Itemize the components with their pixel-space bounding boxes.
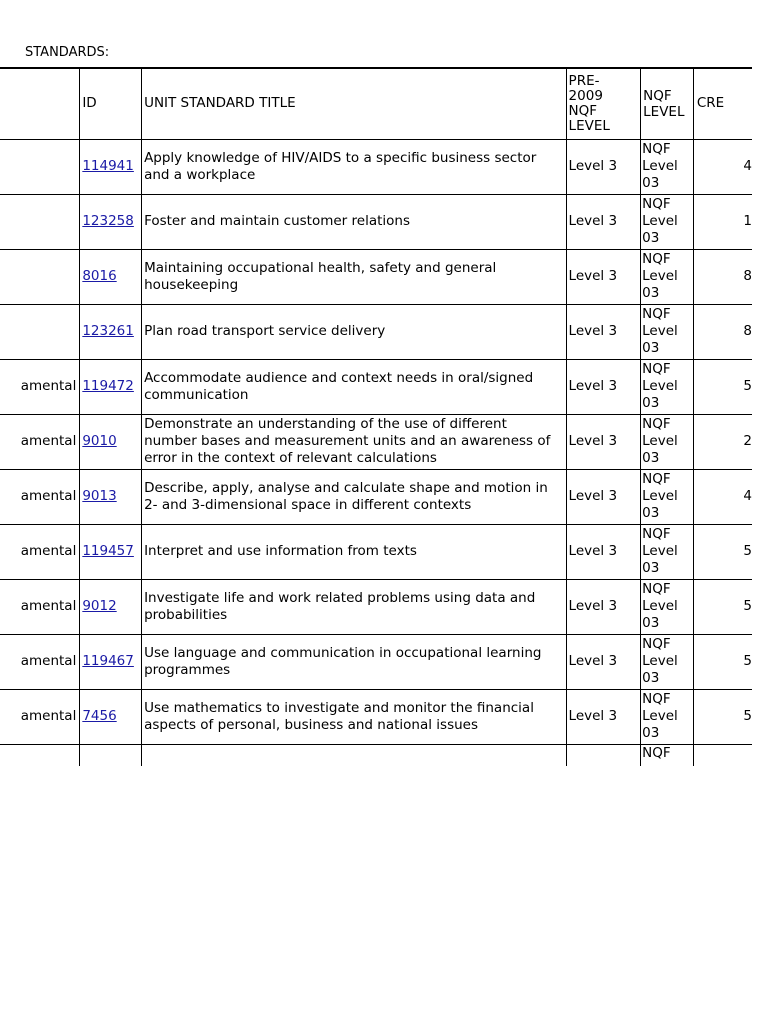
unit-standard-id-link[interactable]: 119457 [82,543,134,559]
unit-standard-id-link[interactable]: 8016 [82,268,117,284]
cell-credits: 5 [693,634,752,689]
unit-standards-table [0,67,752,766]
header-pre2009-level: PRE- 2009 NQF LEVEL [566,68,641,139]
unit-standard-id-link[interactable]: 7456 [82,708,117,724]
cell-id [80,744,142,766]
cell-credits: 5 [693,524,752,579]
cell-nqf-level: NQF Level 03 [641,194,694,249]
cell-type [0,194,80,249]
table-row [0,359,752,414]
cell-id [80,249,142,304]
cell-pre2009-level: Level 3 [566,194,641,249]
cell-id [80,139,142,194]
cell-pre2009-level [566,744,641,766]
header-id: ID [80,68,142,139]
cell-credits: 2 [693,414,752,469]
cell-pre2009-level: Level 3 [566,139,641,194]
header-nqf-level: NQF LEVEL [641,68,694,139]
cell-title: Plan road transport service delivery [142,304,566,359]
cell-type [0,744,80,766]
cell-credits: 8 [693,304,752,359]
cell-nqf-level: NQF Level 03 [641,139,694,194]
cell-id [80,359,142,414]
table-row [0,579,752,634]
unit-standard-id-link[interactable]: 119472 [82,378,134,394]
table-row [0,634,752,689]
cell-title: Maintaining occupational health, safety and general housekeeping [142,249,566,304]
cell-type: amental [0,689,80,744]
cell-type: amental [0,414,80,469]
cell-title: Describe, apply, analyse and calculate shape and motion in 2- and 3-dimensional space in different contexts [142,469,566,524]
table-row [0,304,752,359]
cell-pre2009-level: Level 3 [566,359,641,414]
cell-pre2009-level: Level 3 [566,524,641,579]
cell-type: amental [0,634,80,689]
cell-pre2009-level: Level 3 [566,304,641,359]
cell-title: Use mathematics to investigate and monitor the financial aspects of personal, business and national issues [142,689,566,744]
cell-pre2009-level: Level 3 [566,579,641,634]
unit-standard-id-link[interactable]: 123258 [82,213,134,229]
cell-credits: 1 [693,194,752,249]
cell-pre2009-level: Level 3 [566,249,641,304]
cell-nqf-level: NQF Level 03 [641,689,694,744]
unit-standard-id-link[interactable]: 9012 [82,598,117,614]
cell-type: amental [0,524,80,579]
cell-title: Interpret and use information from texts [142,524,566,579]
cell-type: amental [0,579,80,634]
cell-nqf-level: NQF Level 03 [641,469,694,524]
cell-title [142,744,566,766]
unit-standard-id-link[interactable]: 114941 [82,158,134,174]
cell-credits: 5 [693,359,752,414]
cell-title: Foster and maintain customer relations [142,194,566,249]
cell-type: amental [0,359,80,414]
table-row [0,689,752,744]
unit-standard-id-link[interactable]: 9013 [82,488,117,504]
unit-standard-id-link[interactable]: 9010 [82,433,117,449]
header-title: UNIT STANDARD TITLE [142,68,566,139]
cell-nqf-level: NQF Level 03 [641,579,694,634]
cell-id [80,634,142,689]
cell-credits [693,744,752,766]
cell-credits: 5 [693,689,752,744]
cell-type [0,249,80,304]
table-header-row [0,68,752,139]
cell-pre2009-level: Level 3 [566,469,641,524]
cell-id [80,524,142,579]
table-row [0,744,752,766]
table-row [0,139,752,194]
cell-id [80,304,142,359]
cell-title: Accommodate audience and context needs in oral/signed communication [142,359,566,414]
cell-id [80,414,142,469]
cell-title: Demonstrate an understanding of the use of different number bases and measurement units and an awareness of error in the context of relevant calculations [142,414,566,469]
cell-pre2009-level: Level 3 [566,634,641,689]
cell-credits: 5 [693,579,752,634]
cell-pre2009-level: Level 3 [566,414,641,469]
unit-standard-id-link[interactable]: 123261 [82,323,134,339]
cell-credits: 4 [693,469,752,524]
cell-nqf-level: NQF Level 03 [641,304,694,359]
cell-nqf-level: NQF Level 03 [641,249,694,304]
table-row [0,414,752,469]
cell-type: amental [0,469,80,524]
table-row [0,194,752,249]
cell-credits: 8 [693,249,752,304]
header-credits: CRE [693,68,752,139]
table-row [0,469,752,524]
table-row [0,524,752,579]
cell-id [80,689,142,744]
cell-nqf-level: NQF Level 03 [641,524,694,579]
cell-nqf-level: NQF Level 03 [641,414,694,469]
cell-id [80,194,142,249]
cell-id [80,579,142,634]
cell-type [0,304,80,359]
cell-pre2009-level: Level 3 [566,689,641,744]
section-heading: STANDARDS: [25,45,110,60]
header-type [0,68,80,139]
cell-id [80,469,142,524]
cell-title: Investigate life and work related problems using data and probabilities [142,579,566,634]
cell-credits: 4 [693,139,752,194]
cell-title: Apply knowledge of HIV/AIDS to a specific business sector and a workplace [142,139,566,194]
unit-standard-id-link[interactable]: 119467 [82,653,134,669]
table-row [0,249,752,304]
cell-title: Use language and communication in occupational learning programmes [142,634,566,689]
cell-nqf-level: NQF [641,744,694,766]
cell-type [0,139,80,194]
cell-nqf-level: NQF Level 03 [641,634,694,689]
cell-nqf-level: NQF Level 03 [641,359,694,414]
